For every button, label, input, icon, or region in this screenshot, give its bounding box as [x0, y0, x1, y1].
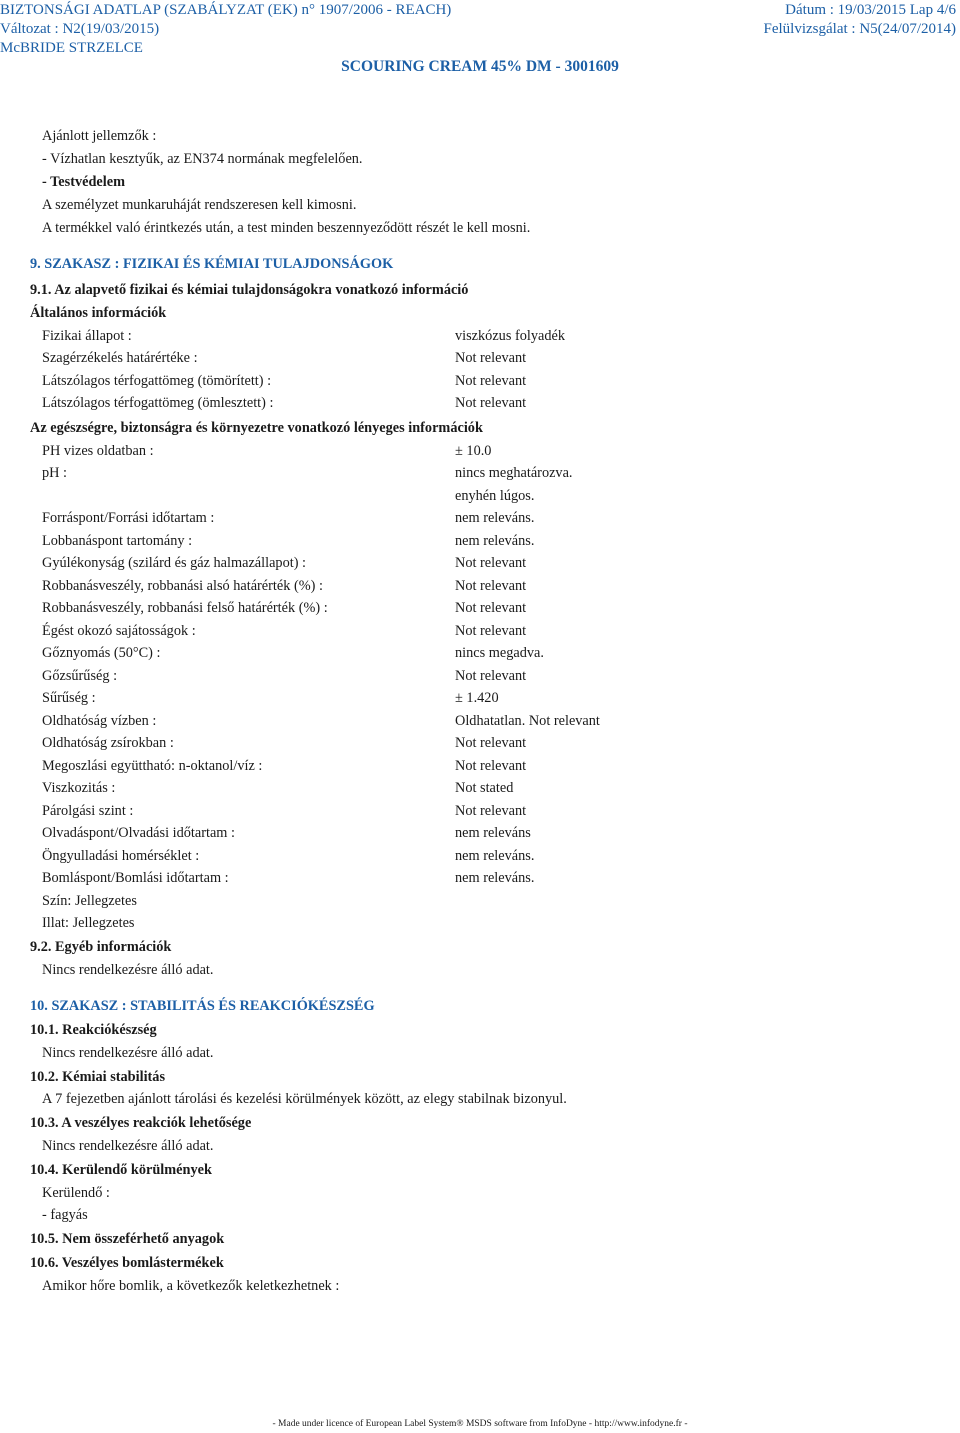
prop-label: Szagérzékelés határértéke :	[42, 350, 198, 366]
section10-4-heading: 10.4. Kerülendő körülmények	[30, 1162, 212, 1178]
section10-2-heading: 10.2. Kémiai stabilitás	[30, 1069, 166, 1085]
date-page: Dátum : 19/03/2015 Lap 4/6	[785, 2, 956, 18]
section10-3-text: Nincs rendelkezésre álló adat.	[42, 1138, 214, 1154]
prop-value: nem releváns.	[455, 510, 535, 526]
section10-2-text: A 7 fejezetben ajánlott tárolási és kezelési körülmények között, az elegy stabilnak bizonyul.	[42, 1091, 567, 1107]
prop-value: nem releváns.	[455, 870, 535, 886]
prop-label: Bomláspont/Bomlási időtartam :	[42, 870, 229, 886]
gloves-text: - Vízhatlan kesztyűk, az EN374 normának megfelelően.	[42, 151, 363, 167]
body-protection-heading: - Testvédelem	[42, 174, 125, 190]
section9-1-heading: 9.1. Az alapvető fizikai és kémiai tulajdonságokra vonatkozó információ	[30, 282, 469, 298]
section10-6-text: Amikor hőre bomlik, a következők keletkezhetnek :	[42, 1278, 340, 1294]
prop-label: Lobbanáspont tartomány :	[42, 533, 193, 549]
document-title: BIZTONSÁGI ADATLAP (SZABÁLYZAT (EK) n° 1907/2006 - REACH)	[0, 2, 452, 18]
prop-value: viszkózus folyadék	[455, 328, 565, 344]
prop-label: Olvadáspont/Olvadási időtartam :	[42, 825, 235, 841]
company-name: McBRIDE STRZELCE	[0, 40, 143, 56]
prop-label: Gőzsűrűség :	[42, 668, 118, 684]
section10-1-heading: 10.1. Reakciókészség	[30, 1022, 157, 1038]
prop-value: ± 1.420	[455, 690, 499, 706]
after-contact-text: A termékkel való érintkezés után, a test minden beszennyeződött részét le kell mosni.	[42, 220, 531, 236]
prop-value: nem releváns.	[455, 848, 535, 864]
staff-clothing-text: A személyzet munkaruháját rendszeresen kell kimosni.	[42, 197, 357, 213]
prop-label: Látszólagos térfogattömeg (ömlesztett) :	[42, 395, 274, 411]
prop-label: Robbanásveszély, robbanási alsó határérték (%) :	[42, 578, 323, 594]
section10-6-heading: 10.6. Veszélyes bomlástermékek	[30, 1255, 224, 1271]
color-text: Szín: Jellegzetes	[42, 893, 137, 909]
prop-label: Robbanásveszély, robbanási felső határérték (%) :	[42, 600, 328, 616]
prop-label: Öngyulladási homérséklet :	[42, 848, 200, 864]
prop-value: nincs megadva.	[455, 645, 544, 661]
health-info-heading: Az egészségre, biztonságra és környezetre vonatkozó lényeges információk	[30, 420, 483, 436]
prop-value: Not relevant	[455, 803, 527, 819]
prop-label: Párolgási szint :	[42, 803, 134, 819]
prop-label: Égést okozó sajátosságok :	[42, 623, 196, 639]
prop-value: Not relevant	[455, 555, 527, 571]
product-name: SCOURING CREAM 45% DM - 3001609	[341, 58, 619, 75]
ph-value-2: enyhén lúgos.	[455, 488, 535, 504]
general-info-heading: Általános információk	[30, 305, 167, 321]
prop-value: Not relevant	[455, 758, 527, 774]
section10-3-heading: 10.3. A veszélyes reakciók lehetősége	[30, 1115, 252, 1131]
section10-1-text: Nincs rendelkezésre álló adat.	[42, 1045, 214, 1061]
section9-2-text: Nincs rendelkezésre álló adat.	[42, 962, 214, 978]
prop-value: Not relevant	[455, 623, 527, 639]
prop-label: Sűrűség :	[42, 690, 96, 706]
prop-value: Not relevant	[455, 395, 527, 411]
prop-label: Fizikai állapot :	[42, 328, 132, 344]
prop-value: Not relevant	[455, 600, 527, 616]
footer-note: - Made under licence of European Label System® MSDS software from InfoDyne - http://www.infodyne.fr -	[272, 1419, 688, 1429]
ph-label: pH :	[42, 465, 68, 481]
ph-solution-value: ± 10.0	[455, 443, 492, 459]
section10-4-item: - fagyás	[42, 1207, 88, 1223]
revision: Változat : N2(19/03/2015)	[0, 21, 160, 37]
prop-value: Oldhatatlan. Not relevant	[455, 713, 600, 729]
recommended-label: Ajánlott jellemzők :	[42, 128, 157, 144]
prop-label: Forráspont/Forrási időtartam :	[42, 510, 215, 526]
prop-label: Gyúlékonyság (szilárd és gáz halmazállapot) :	[42, 555, 306, 571]
section9-2-heading: 9.2. Egyéb információk	[30, 939, 172, 955]
prop-value: Not relevant	[455, 668, 527, 684]
section10-4-label: Kerülendő :	[42, 1185, 110, 1201]
prop-label: Megoszlási együttható: n-oktanol/víz :	[42, 758, 263, 774]
prop-value: Not stated	[455, 780, 514, 796]
prop-value: Not relevant	[455, 578, 527, 594]
prop-label: Oldhatóság zsírokban :	[42, 735, 174, 751]
section10-5-heading: 10.5. Nem összeférhető anyagok	[30, 1231, 225, 1247]
prop-value: nem releváns.	[455, 533, 535, 549]
prop-label: Látszólagos térfogattömeg (tömörített) :	[42, 373, 272, 389]
section10-heading: 10. SZAKASZ : STABILITÁS ÉS REAKCIÓKÉSZSÉG	[30, 998, 375, 1014]
prop-value: Not relevant	[455, 350, 527, 366]
ph-value: nincs meghatározva.	[455, 465, 573, 481]
prop-label: Gőznyomás (50°C) :	[42, 645, 161, 661]
prop-label: Oldhatóság vízben :	[42, 713, 157, 729]
prop-value: nem releváns	[455, 825, 531, 841]
prop-value: Not relevant	[455, 373, 527, 389]
review: Felülvizsgálat : N5(24/07/2014)	[763, 21, 956, 37]
section9-heading: 9. SZAKASZ : FIZIKAI ÉS KÉMIAI TULAJDONSÁGOK	[30, 256, 394, 272]
ph-solution-label: PH vizes oldatban :	[42, 443, 154, 459]
odor-text: Illat: Jellegzetes	[42, 915, 135, 931]
prop-value: Not relevant	[455, 735, 527, 751]
prop-label: Viszkozitás :	[42, 780, 116, 796]
